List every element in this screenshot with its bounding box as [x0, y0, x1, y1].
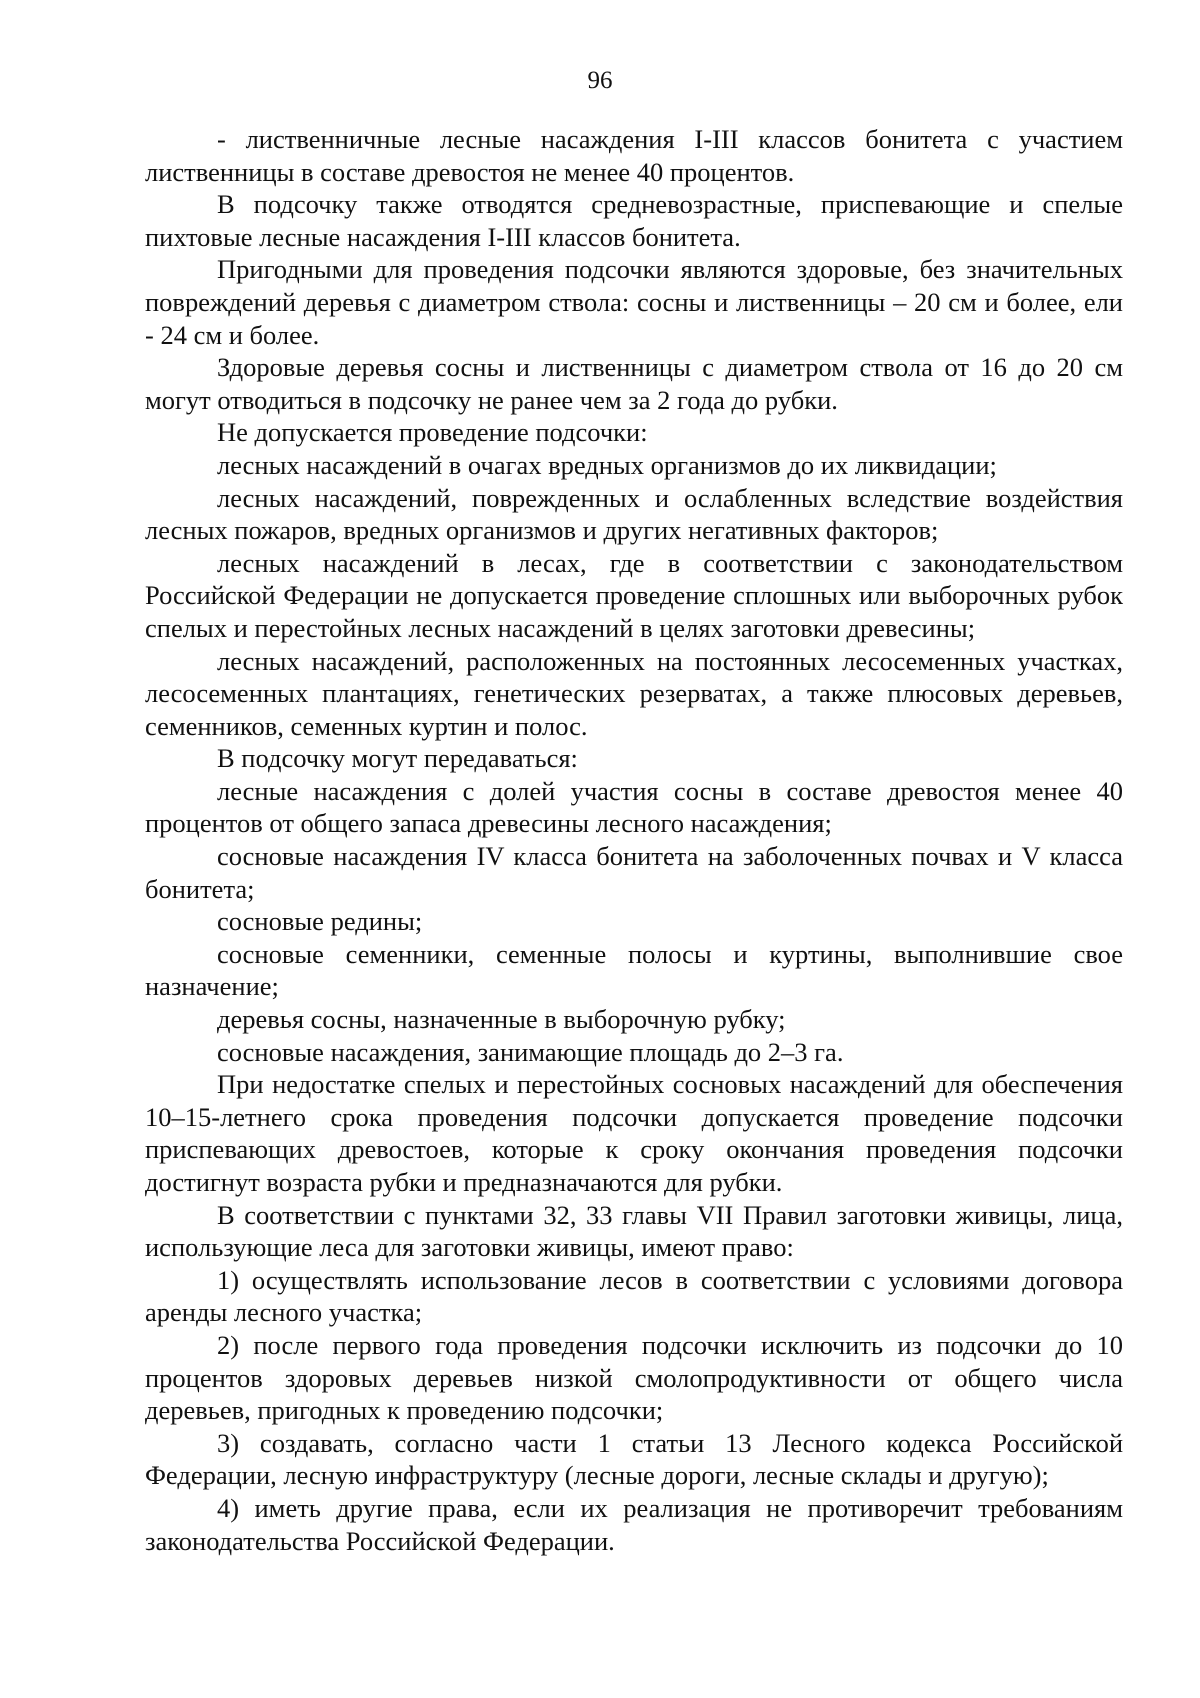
paragraph: - лиственничные лесные насаждения I-III классов бонитета с участием лиственницы в составе древостоя не менее 40 процентов. [145, 124, 1123, 187]
paragraph: В соответствии с пунктами 32, 33 главы VII Правил заготовки живицы, лица, использующие леса для заготовки живицы, имеют право: [145, 1199, 1123, 1263]
paragraph: Не допускается проведение подсочки: [217, 417, 648, 448]
paragraph: Здоровые деревья сосны и лиственницы с диаметром ствола от 16 до 20 см могут отводиться в подсочку не ранее чем за 2 года до рубки. [145, 352, 1123, 415]
paragraph: деревья сосны, назначенные в выборочную рубку; [217, 1004, 786, 1035]
paragraph: 1) осуществлять использование лесов в соответствии с условиями договора аренды лесного участка; [145, 1264, 1123, 1328]
document-body [145, 123, 1123, 1557]
paragraph: сосновые редины; [217, 906, 423, 937]
paragraph: сосновые насаждения, занимающие площадь до 2–3 га. [217, 1036, 844, 1067]
paragraph: лесных насаждений, расположенных на постоянных лесосеменных участках, лесосеменных плантациях, генетических резерватах, а также плюсовых деревьев, семенников, семенных куртин и полос. [145, 645, 1123, 741]
paragraph: 3) создавать, согласно части 1 статьи 13 Лесного кодекса Российской Федерации, лесную инфраструктуру (лесные дороги, лесные склады и другую); [145, 1427, 1123, 1491]
paragraph: 2) после первого года проведения подсочки исключить из подсочки до 10 процентов здоровых деревьев низкой смолопродуктивности от общего числа деревьев, пригодных к проведению подсочки; [145, 1329, 1123, 1426]
paragraph: сосновые семенники, семенные полосы и куртины, выполнившие свое назначение; [145, 938, 1123, 1002]
paragraph: лесных насаждений в лесах, где в соответствии с законодательством Российской Федерации не допускается проведение сплошных или выборочных рубок спелых и перестойных лесных насаждений в целях заготовки древесины; [145, 547, 1123, 643]
paragraph: сосновые насаждения IV класса бонитета на заболоченных почвах и V класса бонитета; [145, 841, 1123, 904]
paragraph: 4) иметь другие права, если их реализация не противоречит требованиям законодательства Российской Федерации. [145, 1492, 1123, 1556]
paragraph: При недостатке спелых и перестойных сосновых насаждений для обеспечения 10–15-летнего срока проведения подсочки допускается проведение подсочки приспевающих древостоев, которые к сроку окончания проведения подсочки достигнут возраста рубки и предназначаются для рубки. [145, 1069, 1123, 1197]
paragraph: лесные насаждения с долей участия сосны в составе древостоя менее 40 процентов от общего запаса древесины лесного насаждения; [145, 775, 1123, 839]
page-number: 96 [587, 67, 613, 94]
paragraph: В подсочку могут передаваться: [217, 743, 578, 774]
paragraph: В подсочку также отводятся средневозрастные, приспевающие и спелые пихтовые лесные насаждения I-III классов бонитета. [145, 189, 1123, 252]
paragraph: Пригодными для проведения подсочки являются здоровые, без значительных повреждений деревья с диаметром ствола: сосны и лиственницы – 20 см и более, ели - 24 см и более. [145, 254, 1123, 350]
paragraph: лесных насаждений в очагах вредных организмов до их ликвидации; [217, 449, 997, 480]
paragraph: лесных насаждений, поврежденных и ослабленных вследствие воздействия лесных пожаров, вредных организмов и других негативных факторов; [145, 482, 1123, 546]
